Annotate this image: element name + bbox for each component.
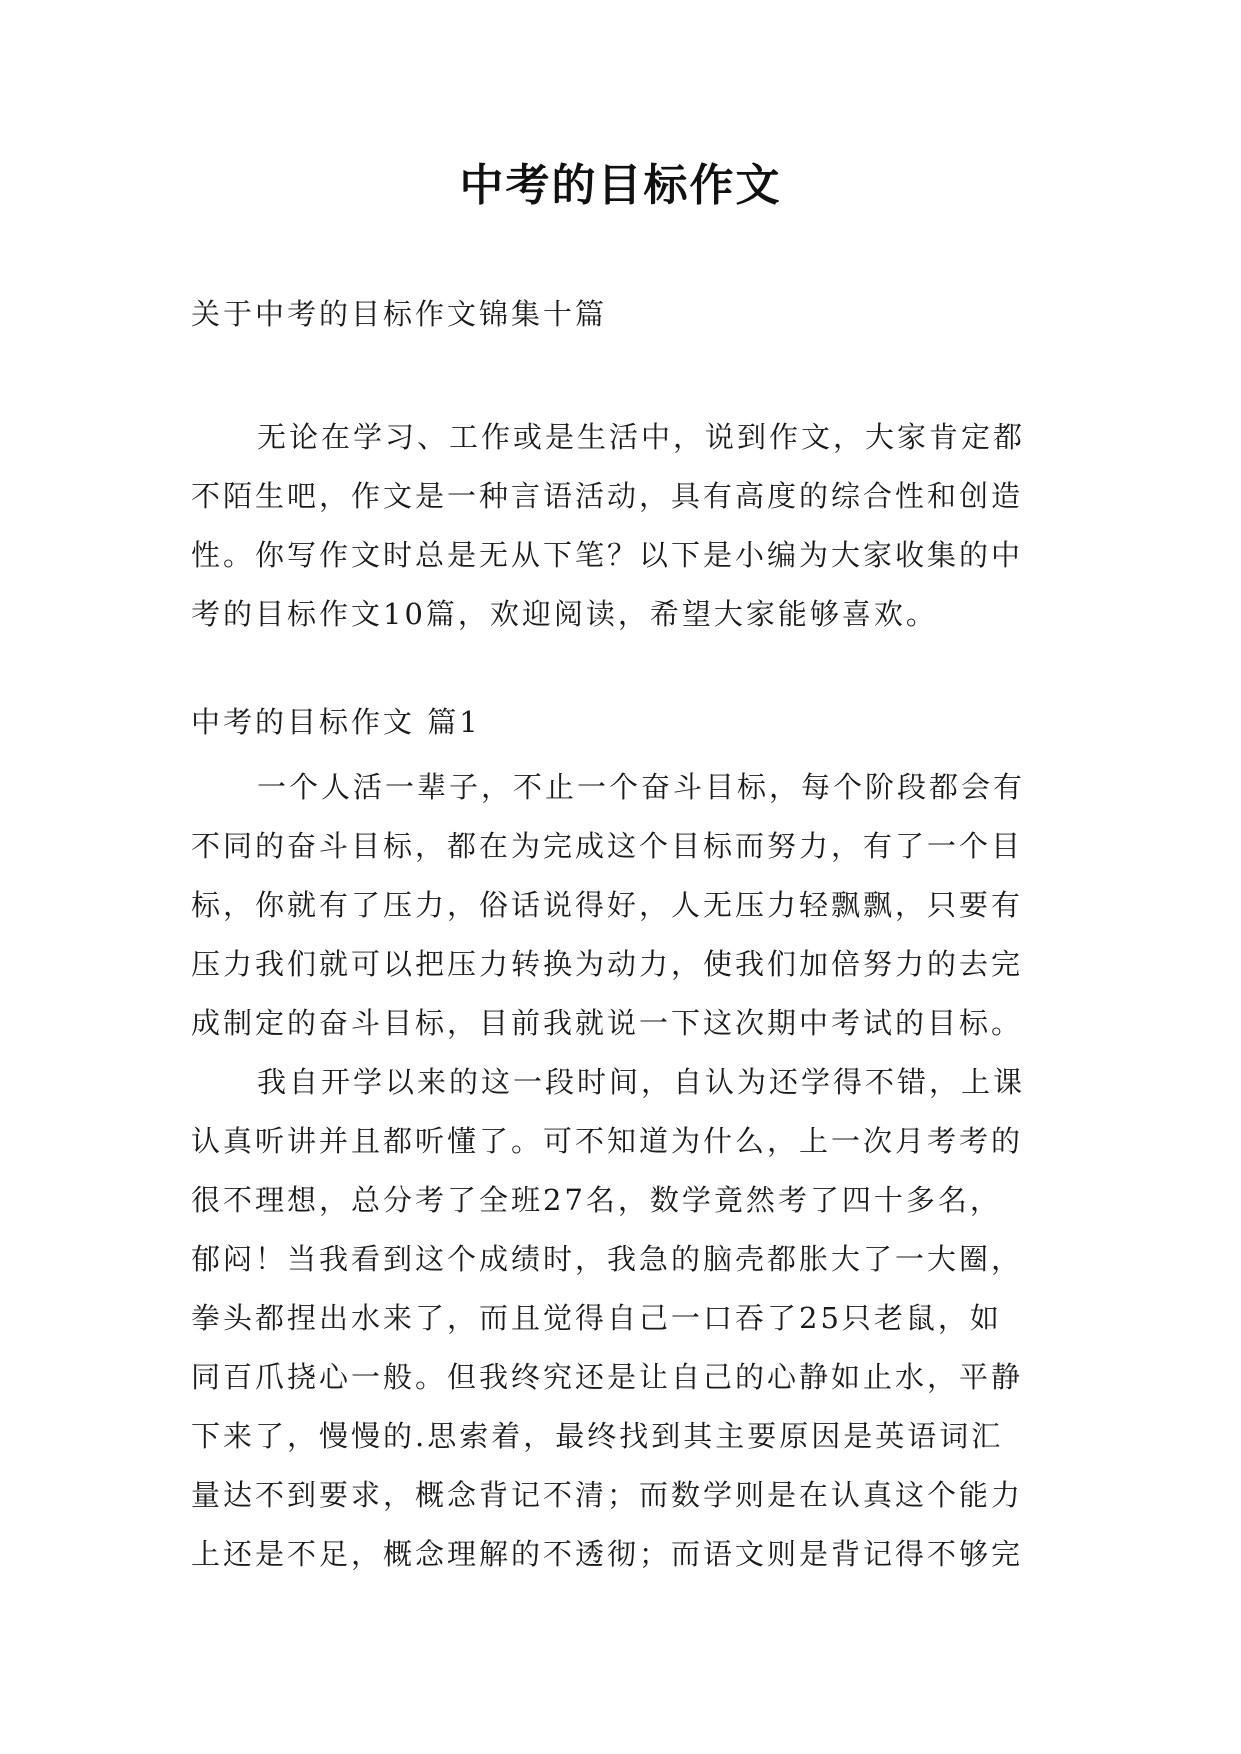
- intro-line: 考的目标作文10篇，欢迎阅读，希望大家能够喜欢。: [191, 597, 938, 631]
- intro-line: 无论在学习、工作或是生活中，说到作文，大家肯定都: [257, 420, 1026, 454]
- body-line: 不同的奋斗目标，都在为完成这个目标而努力，有了一个目: [191, 829, 1024, 863]
- document-subtitle: 关于中考的目标作文锦集十篇: [191, 297, 608, 331]
- body-line: 标，你就有了压力，俗话说得好，人无压力轻飘飘，只要有: [191, 888, 1024, 922]
- intro-line: 性。你写作文时总是无从下笔？以下是小编为大家收集的中: [191, 538, 1024, 572]
- body-line: 一个人活一辈子，不止一个奋斗目标，每个阶段都会有: [257, 770, 1026, 804]
- body-line: 很不理想，总分考了全班27名，数学竟然考了四十多名，: [191, 1183, 1002, 1217]
- body-line: 拳头都捏出水来了，而且觉得自己一口吞了25只老鼠，如: [191, 1301, 1002, 1335]
- intro-line: 不陌生吧，作文是一种言语活动，具有高度的综合性和创造: [191, 479, 1024, 513]
- body-line: 压力我们就可以把压力转换为动力，使我们加倍努力的去完: [191, 947, 1024, 981]
- intro-paragraph: [191, 408, 1061, 644]
- body-line: 同百爪挠心一般。但我终究还是让自己的心静如止水，平静: [191, 1360, 1024, 1394]
- body-line: 认真听讲并且都听懂了。可不知道为什么，上一次月考考的: [191, 1124, 1024, 1158]
- body-line: 我自开学以来的这一段时间，自认为还学得不错，上课: [257, 1065, 1026, 1099]
- body-line: 下来了，慢慢的.思索着，最终找到其主要原因是英语词汇: [191, 1419, 1004, 1453]
- section-heading: 中考的目标作文 篇1: [191, 705, 481, 739]
- body-line: 成制定的奋斗目标，目前我就说一下这次期中考试的目标。: [191, 1006, 1024, 1040]
- document-title: 中考的目标作文: [459, 160, 782, 211]
- body-line: 郁闷！当我看到这个成绩时，我急的脑壳都胀大了一大圈，: [191, 1242, 1024, 1276]
- essay-body: [191, 758, 1061, 1584]
- body-line: 量达不到要求，概念背记不清；而数学则是在认真这个能力: [191, 1478, 1024, 1512]
- body-line: 上还是不足，概念理解的不透彻；而语文则是背记得不够完: [191, 1537, 1024, 1571]
